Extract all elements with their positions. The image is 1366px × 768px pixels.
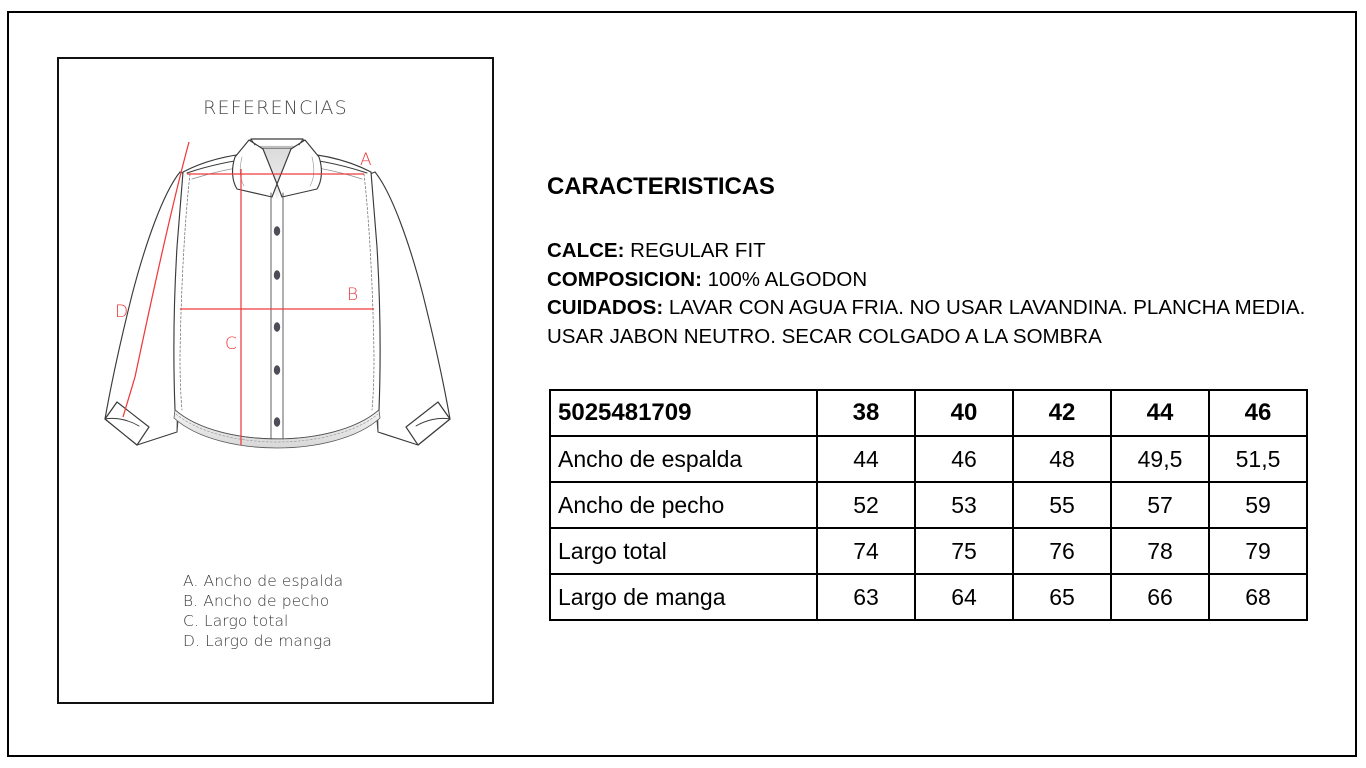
row-label-largo-total: Largo total [550, 528, 817, 574]
row-label-ancho-pecho: Ancho de pecho [550, 482, 817, 528]
cell-largo-total-42: 76 [1013, 528, 1111, 574]
spec-row-composicion [547, 266, 1347, 295]
spec-key-calce: CALCE: [547, 239, 625, 262]
cell-ancho-pecho-42: 55 [1013, 482, 1111, 528]
size-table-head [550, 390, 1307, 436]
spec-key-composicion: COMPOSICION: [547, 267, 702, 291]
reference-legend [183, 572, 343, 652]
cell-ancho-espalda-40: 46 [915, 436, 1013, 482]
spec-row-cuidados [547, 294, 1347, 351]
characteristics-spec-list [547, 237, 1347, 351]
table-row [550, 574, 1307, 620]
size-header-44: 44 [1111, 390, 1209, 436]
cell-largo-total-38: 74 [817, 528, 915, 574]
reference-panel-title: REFERENCIAS [203, 97, 348, 119]
measure-label-b: B [347, 285, 359, 305]
cell-ancho-pecho-38: 52 [817, 482, 915, 528]
cell-ancho-pecho-44: 57 [1111, 482, 1209, 528]
cell-largo-manga-46: 68 [1209, 574, 1307, 620]
cell-largo-total-40: 75 [915, 528, 1013, 574]
measure-label-c: C [225, 334, 237, 354]
spec-row-calce [547, 237, 1347, 266]
spec-value-cuidados: LAVAR CON AGUA FRIA. NO USAR LAVANDINA. PLANCHA MEDIA. USAR JABON NEUTRO. SECAR COLGADO A LA SOMBRA [547, 296, 1306, 348]
table-header-row [550, 390, 1307, 436]
cell-largo-total-44: 78 [1111, 528, 1209, 574]
legend-item-b: B. Ancho de pecho [183, 591, 330, 610]
shirt-technical-drawing [59, 127, 496, 547]
cell-largo-manga-40: 64 [915, 574, 1013, 620]
cell-largo-manga-44: 66 [1111, 574, 1209, 620]
spec-value-calce: REGULAR FIT [624, 239, 766, 262]
spec-key-cuidados: CUIDADOS: [547, 296, 664, 319]
characteristics-heading: CARACTERISTICAS [547, 173, 775, 200]
cell-largo-manga-38: 63 [817, 574, 915, 620]
cell-ancho-espalda-38: 44 [817, 436, 915, 482]
row-label-ancho-espalda: Ancho de espalda [550, 436, 817, 482]
cell-largo-total-46: 79 [1209, 528, 1307, 574]
table-row [550, 436, 1307, 482]
legend-item-d: D. Largo de manga [183, 631, 332, 650]
size-table-body [550, 436, 1307, 620]
size-header-40: 40 [915, 390, 1013, 436]
table-row [550, 482, 1307, 528]
size-header-38: 38 [817, 390, 915, 436]
size-header-46: 46 [1209, 390, 1307, 436]
table-row [550, 528, 1307, 574]
product-code-cell: 5025481709 [550, 390, 817, 436]
cell-ancho-espalda-46: 51,5 [1209, 436, 1307, 482]
measure-label-d: D [115, 302, 129, 322]
cell-largo-manga-42: 65 [1013, 574, 1111, 620]
cell-ancho-pecho-40: 53 [915, 482, 1013, 528]
size-table [549, 389, 1308, 621]
row-label-largo-manga: Largo de manga [550, 574, 817, 620]
legend-item-c: C. Largo total [183, 611, 289, 630]
legend-item-a: A. Ancho de espalda [183, 572, 344, 590]
reference-panel [57, 57, 494, 704]
shirt-illustration-svg [59, 127, 496, 547]
cell-ancho-espalda-42: 48 [1013, 436, 1111, 482]
cell-ancho-espalda-44: 49,5 [1111, 436, 1209, 482]
size-header-42: 42 [1013, 390, 1111, 436]
measure-label-a: A [360, 150, 372, 170]
cell-ancho-pecho-46: 59 [1209, 482, 1307, 528]
spec-value-composicion: 100% ALGODON [701, 267, 868, 291]
